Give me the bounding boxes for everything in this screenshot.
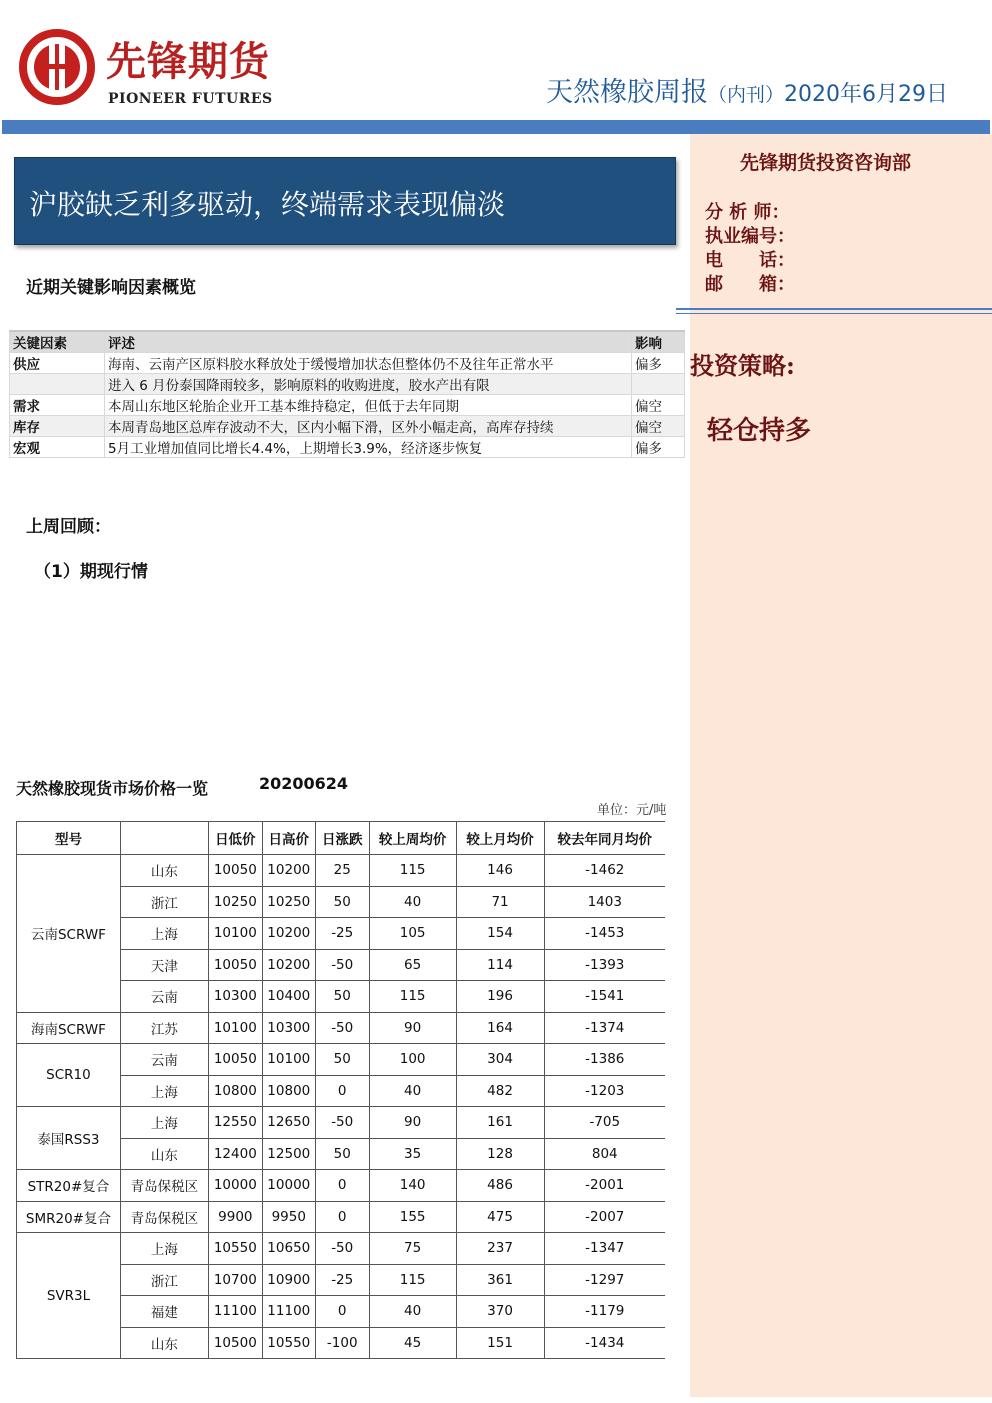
region-cell: 上海 xyxy=(120,1233,208,1265)
price-cell: 10400 xyxy=(262,981,315,1013)
price-cell: 115 xyxy=(369,981,456,1013)
factor-header-cell: 关键因素 xyxy=(10,331,105,353)
factor-cell: 海南、云南产区原料胶水释放处于缓慢增加状态但整体仍不及往年正常水平 xyxy=(105,353,632,374)
price-cell: -1453 xyxy=(544,918,665,950)
price-cell: 25 xyxy=(315,855,369,887)
factor-header-cell: 评述 xyxy=(105,331,632,353)
price-cell: 10550 xyxy=(262,1327,315,1359)
price-cell: 486 xyxy=(456,1170,544,1202)
price-header-cell xyxy=(120,822,208,855)
price-cell: 9900 xyxy=(208,1201,262,1233)
price-cell: 10300 xyxy=(208,981,262,1013)
price-cell: -50 xyxy=(315,1107,369,1139)
region-cell: 云南 xyxy=(120,981,208,1013)
price-cell: -705 xyxy=(544,1107,665,1139)
factor-header-cell: 影响 xyxy=(632,331,685,353)
price-cell: 370 xyxy=(456,1296,544,1328)
factor-cell: 偏多 xyxy=(632,437,685,458)
price-cell: 10800 xyxy=(262,1075,315,1107)
price-cell: 154 xyxy=(456,918,544,950)
price-cell: 482 xyxy=(456,1075,544,1107)
phone-label: 电 话： xyxy=(705,250,795,271)
model-cell: SVR3L xyxy=(17,1233,121,1359)
price-cell: 10800 xyxy=(208,1075,262,1107)
price-cell: 10300 xyxy=(262,1012,315,1044)
price-cell: 10200 xyxy=(262,949,315,981)
model-cell: 云南SCRWF xyxy=(17,855,121,1013)
price-header-cell: 较去年同月均价 xyxy=(544,822,665,855)
factor-cell: 5月工业增加值同比增长4.4%，上期增长3.9%，经济逐步恢复 xyxy=(105,437,632,458)
region-cell: 天津 xyxy=(120,949,208,981)
header-divider-bar xyxy=(2,120,990,134)
factor-cell: 偏空 xyxy=(632,395,685,416)
price-cell: -1347 xyxy=(544,1233,665,1265)
report-name: 天然橡胶周报 xyxy=(546,77,708,108)
price-cell: 151 xyxy=(456,1327,544,1359)
price-cell: 10500 xyxy=(208,1327,262,1359)
company-logo xyxy=(18,28,278,112)
price-cell: -100 xyxy=(315,1327,369,1359)
price-cell: 475 xyxy=(456,1201,544,1233)
price-cell: 40 xyxy=(369,1075,456,1107)
price-cell: 196 xyxy=(456,981,544,1013)
report-title xyxy=(546,70,948,109)
price-cell: 10000 xyxy=(262,1170,315,1202)
price-cell: 304 xyxy=(456,1044,544,1076)
price-header-cell: 较上周均价 xyxy=(369,822,456,855)
price-cell: 155 xyxy=(369,1201,456,1233)
model-cell: SMR20#复合 xyxy=(17,1201,121,1233)
factor-cell: 库存 xyxy=(10,416,105,437)
headline-banner xyxy=(14,157,676,245)
factor-cell: 本周青岛地区总库存波动不大，区内小幅下滑，区外小幅走高，高库存持续 xyxy=(105,416,632,437)
price-header-cell: 日高价 xyxy=(262,822,315,855)
price-cell: -25 xyxy=(315,918,369,950)
price-cell: -1541 xyxy=(544,981,665,1013)
price-header-cell: 日低价 xyxy=(208,822,262,855)
price-cell: 0 xyxy=(315,1296,369,1328)
price-row xyxy=(17,855,666,887)
price-cell: 35 xyxy=(369,1138,456,1170)
price-cell: 11100 xyxy=(208,1296,262,1328)
analyst-label: 分 析 师： xyxy=(705,202,790,223)
pioneer-logo-icon xyxy=(18,28,96,106)
price-cell: -1462 xyxy=(544,855,665,887)
factor-cell: 宏观 xyxy=(10,437,105,458)
price-header-cell: 型号 xyxy=(17,822,121,855)
price-cell: 12500 xyxy=(262,1138,315,1170)
factor-cell: 偏空 xyxy=(632,416,685,437)
price-cell: 361 xyxy=(456,1264,544,1296)
region-cell: 山东 xyxy=(120,855,208,887)
price-cell: 65 xyxy=(369,949,456,981)
factor-cell: 进入 6 月份泰国降雨较多，影响原料的收购进度，胶水产出有限 xyxy=(105,374,632,395)
price-cell: -1393 xyxy=(544,949,665,981)
price-cell: 10200 xyxy=(262,918,315,950)
model-cell: STR20#复合 xyxy=(17,1170,121,1202)
price-cell: 128 xyxy=(456,1138,544,1170)
license-label: 执业编号： xyxy=(705,226,795,247)
price-cell: 12550 xyxy=(208,1107,262,1139)
region-cell: 山东 xyxy=(120,1138,208,1170)
price-cell: 10100 xyxy=(208,918,262,950)
model-cell: 泰国RSS3 xyxy=(17,1107,121,1170)
region-cell: 浙江 xyxy=(120,886,208,918)
price-cell: -1434 xyxy=(544,1327,665,1359)
price-cell: 10700 xyxy=(208,1264,262,1296)
factor-cell: 供应 xyxy=(10,353,105,374)
model-cell: 海南SCRWF xyxy=(17,1012,121,1044)
price-cell: 100 xyxy=(369,1044,456,1076)
factor-row xyxy=(10,353,685,374)
price-cell: 0 xyxy=(315,1201,369,1233)
price-cell: -2007 xyxy=(544,1201,665,1233)
price-cell: 10050 xyxy=(208,949,262,981)
price-header-cell: 较上月均价 xyxy=(456,822,544,855)
model-cell: SCR10 xyxy=(17,1044,121,1107)
review-subsection-title: （1）期现行情 xyxy=(34,562,148,582)
factor-cell: 本周山东地区轮胎企业开工基本维持稳定，但低于去年同期 xyxy=(105,395,632,416)
logo-chinese-name: 先锋期货 xyxy=(106,38,270,85)
review-section-title: 上周回顾： xyxy=(26,517,111,537)
price-cell: -1203 xyxy=(544,1075,665,1107)
price-table-title: 天然橡胶现货市场价格一览 xyxy=(16,779,209,798)
price-cell: 105 xyxy=(369,918,456,950)
region-cell: 上海 xyxy=(120,1075,208,1107)
price-cell: 10250 xyxy=(262,886,315,918)
price-row xyxy=(17,1201,666,1233)
sidebar-divider xyxy=(676,308,992,310)
price-row xyxy=(17,1170,666,1202)
report-tag: （内刊） xyxy=(708,84,785,106)
region-cell: 青岛保税区 xyxy=(120,1201,208,1233)
factor-cell xyxy=(632,374,685,395)
price-cell: -1179 xyxy=(544,1296,665,1328)
strategy-value: 轻仓持多 xyxy=(707,416,812,446)
price-cell: -50 xyxy=(315,1233,369,1265)
price-row xyxy=(17,1233,666,1265)
price-cell: 10650 xyxy=(262,1233,315,1265)
logo-english-name: PIONEER FUTURES xyxy=(108,91,273,107)
email-label: 邮 箱： xyxy=(705,274,795,295)
price-cell: 40 xyxy=(369,886,456,918)
region-cell: 浙江 xyxy=(120,1264,208,1296)
price-cell: 12650 xyxy=(262,1107,315,1139)
price-cell: 10050 xyxy=(208,855,262,887)
price-table-date: 20200624 xyxy=(259,774,349,793)
price-cell: 90 xyxy=(369,1107,456,1139)
price-cell: -1386 xyxy=(544,1044,665,1076)
price-cell: 10550 xyxy=(208,1233,262,1265)
report-date: 2020年6月29日 xyxy=(784,82,948,107)
factor-row xyxy=(10,374,685,395)
region-cell: 上海 xyxy=(120,1107,208,1139)
price-cell: 75 xyxy=(369,1233,456,1265)
price-row xyxy=(17,1107,666,1139)
price-cell: 115 xyxy=(369,855,456,887)
region-cell: 上海 xyxy=(120,918,208,950)
factor-cell: 偏多 xyxy=(632,353,685,374)
price-cell: 71 xyxy=(456,886,544,918)
key-factors-table xyxy=(9,330,685,458)
price-cell: 50 xyxy=(315,1138,369,1170)
region-cell: 青岛保税区 xyxy=(120,1170,208,1202)
factor-header-row xyxy=(10,331,685,353)
spot-price-table xyxy=(16,821,665,1359)
factor-row xyxy=(10,416,685,437)
price-cell: 12400 xyxy=(208,1138,262,1170)
price-cell: 40 xyxy=(369,1296,456,1328)
price-table-unit: 单位：元/吨 xyxy=(597,803,667,818)
price-cell: 50 xyxy=(315,981,369,1013)
region-cell: 福建 xyxy=(120,1296,208,1328)
factor-row xyxy=(10,395,685,416)
price-header-row xyxy=(17,822,666,855)
price-cell: 115 xyxy=(369,1264,456,1296)
price-cell: 140 xyxy=(369,1170,456,1202)
price-cell: -2001 xyxy=(544,1170,665,1202)
price-cell: 804 xyxy=(544,1138,665,1170)
factor-cell: 需求 xyxy=(10,395,105,416)
price-cell: 11100 xyxy=(262,1296,315,1328)
price-cell: -1374 xyxy=(544,1012,665,1044)
price-cell: 161 xyxy=(456,1107,544,1139)
department-name: 先锋期货投资咨询部 xyxy=(740,152,912,174)
price-cell: 114 xyxy=(456,949,544,981)
price-cell: 0 xyxy=(315,1075,369,1107)
price-cell: 164 xyxy=(456,1012,544,1044)
region-cell: 江苏 xyxy=(120,1012,208,1044)
price-cell: 10050 xyxy=(208,1044,262,1076)
price-cell: -1297 xyxy=(544,1264,665,1296)
factor-row xyxy=(10,437,685,458)
price-cell: 45 xyxy=(369,1327,456,1359)
price-row xyxy=(17,1012,666,1044)
region-cell: 山东 xyxy=(120,1327,208,1359)
price-header-cell: 日涨跌 xyxy=(315,822,369,855)
price-cell: 10100 xyxy=(208,1012,262,1044)
price-cell: 50 xyxy=(315,1044,369,1076)
price-cell: 9950 xyxy=(262,1201,315,1233)
strategy-heading: 投资策略: xyxy=(690,351,795,380)
price-cell: 10200 xyxy=(262,855,315,887)
headline-title: 沪胶缺乏利多驱动，终端需求表现偏淡 xyxy=(29,188,506,221)
price-cell: 1403 xyxy=(544,886,665,918)
factor-cell xyxy=(10,374,105,395)
price-cell: -50 xyxy=(315,949,369,981)
price-cell: 10900 xyxy=(262,1264,315,1296)
price-cell: 10100 xyxy=(262,1044,315,1076)
price-cell: 237 xyxy=(456,1233,544,1265)
region-cell: 云南 xyxy=(120,1044,208,1076)
price-cell: 10000 xyxy=(208,1170,262,1202)
price-cell: 10250 xyxy=(208,886,262,918)
factors-section-title: 近期关键影响因素概览 xyxy=(26,278,196,298)
sidebar-divider-thin xyxy=(676,313,992,314)
price-cell: 146 xyxy=(456,855,544,887)
price-row xyxy=(17,1044,666,1076)
sidebar-panel xyxy=(690,134,992,1397)
price-cell: -25 xyxy=(315,1264,369,1296)
price-cell: 0 xyxy=(315,1170,369,1202)
price-cell: 50 xyxy=(315,886,369,918)
price-cell: 90 xyxy=(369,1012,456,1044)
price-cell: -50 xyxy=(315,1012,369,1044)
